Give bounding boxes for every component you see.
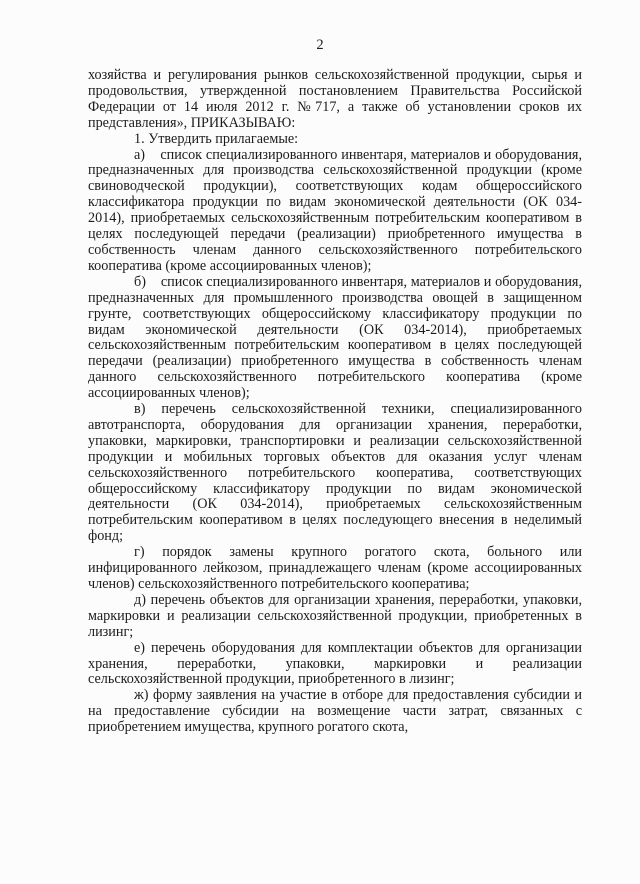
paragraph-subitem-e: е) перечень оборудования для комплектации объектов для организации хранения, переработки, упаковки, маркировки и реализации сельскохозяйственной продукции, приобретенного в лизинг; bbox=[88, 639, 582, 688]
paragraph-item-1: 1. Утвердить прилагаемые: bbox=[134, 130, 299, 147]
paragraph-subitem-v: в) перечень сельскохозяйственной техники, специализированного автотранспорта, оборудования для организации хранения, переработки, упаковки, маркировки, транспортировки и реализации сельскохозяйственной продукции и мобильных торговых объектов для оказания услуг членам сельскохозяйственного потребительского кооператива, соответствующих общероссийскому классификатору продукции по видам экономической деятельности (ОК 034-2014), приобретаемых сельскохозяйственным потребительским кооперативом в целях последующего внесения в неделимый фонд; bbox=[88, 401, 582, 545]
paragraph-subitem-b: б) список специализированного инвентаря, материалов и оборудования, предназначенных для промышленного производства овощей в защищенном грунте, соответствующих общероссийскому классификатору продукции по видам экономической деятельности (ОК 034-2014), приобретаемых сельскохозяйственным потребительским кооперативом в целях последующей передачи (реализации) приобретенного имущества в собственность членам данного сельскохозяйственного потребительского кооператива (кроме ассоциированных членов); bbox=[88, 273, 582, 402]
paragraph-subitem-g: г) порядок замены крупного рогатого скота, больного или инфицированного лейкозом, принадлежащего членам (кроме ассоциированных членов) сельскохозяйственного потребительского кооператива; bbox=[88, 544, 582, 592]
paragraph-subitem-zh: ж) форму заявления на участие в отборе для предоставления субсидии и на предоставление субсидии на возмещение части затрат, связанных с приобретением имущества, крупного рогатого скота, bbox=[88, 687, 582, 736]
paragraph-subitem-a: а) список специализированного инвентаря, материалов и оборудования, предназначенных для производства сельскохозяйственной продукции (кроме свиноводческой продукции), соответствующих кодам общероссийского классификатора продукции по видам экономической деятельности (ОК 034-2014), приобретаемых сельскохозяйственным потребительским кооперативом в целях последующей передачи (реализации) приобретенного имущества в собственность членам данного сельскохозяйственного потребительского кооператива (кроме ассоциированных членов); bbox=[88, 146, 582, 274]
paragraph-preamble-end: хозяйства и регулирования рынков сельскохозяйственной продукции, сырья и продовольствия, утвержденной постановлением Правительства Российской Федерации от 14 июля 2012 г. №717, а также об установлении сроков их представления», ПРИКАЗЫВАЮ: bbox=[88, 67, 582, 131]
page-number: 2 bbox=[316, 37, 324, 53]
paragraph-subitem-d: д) перечень объектов для организации хранения, переработки, упаковки, маркировки и реализации сельскохозяйственной продукции, приобретенных в лизинг; bbox=[88, 591, 582, 640]
document-body bbox=[88, 68, 582, 736]
